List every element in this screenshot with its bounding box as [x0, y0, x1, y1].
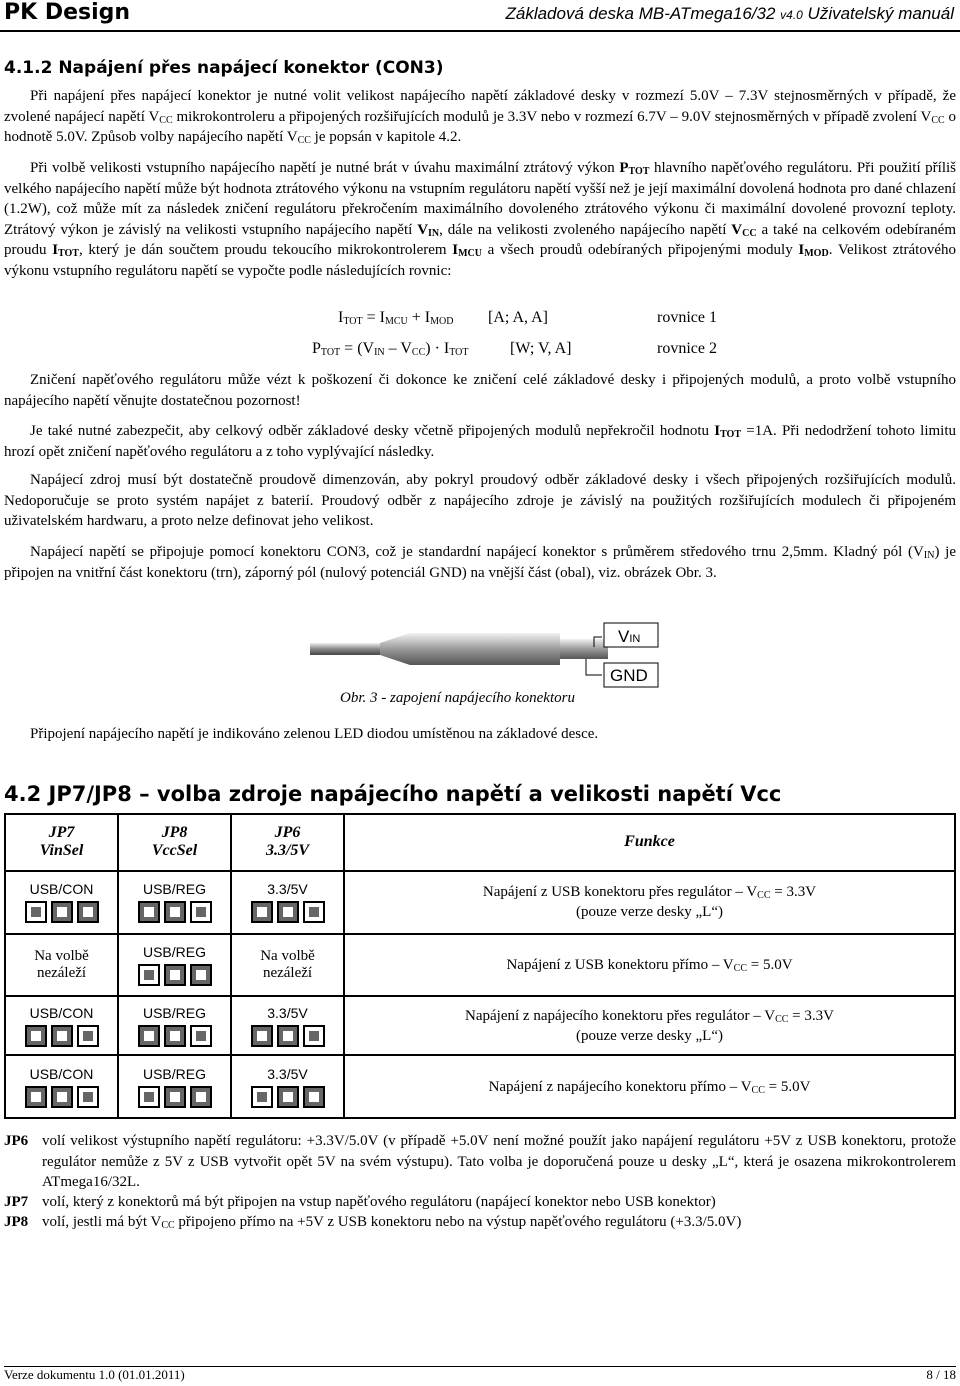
jumper-table: [4, 813, 956, 1119]
document-title: [505, 4, 954, 24]
text: , dále na velikosti zvoleného napájecího napětí: [439, 221, 732, 238]
jp7-text: volí, který z konektorů má být připojen na vstup napěťového regulátoru (napájecí konektor nebo USB konektor): [42, 1194, 716, 1210]
jumper-pin: [277, 1086, 299, 1108]
header-funkce: Funkce: [344, 814, 955, 871]
equation-2-label: rovnice 2: [657, 340, 717, 357]
text: P: [619, 160, 629, 176]
text: JP6: [274, 824, 301, 842]
pin-pad: [309, 907, 319, 917]
sub: TOT: [628, 166, 650, 177]
text: USB/CON: [29, 881, 94, 898]
jumper-pin: [25, 1025, 47, 1047]
jumper-pin: [251, 1025, 273, 1047]
pin-pad: [57, 907, 67, 917]
jp8-key: JP8: [4, 1214, 29, 1230]
sub: CC: [733, 962, 747, 974]
paragraph-power-supply: Napájecí zdroj musí být dostatečně proudově dimenzován, aby pokryl proudový odběr základové desky i všech připojených rozšiřujících modulů. Nedoporučuje se proto systém napájet z baterií. Proudový odběr z napájecího zdroje je závislý na použitých rozšiřujících modulech či připojeném uživatelském hardwaru, a proto nelze definovat jeho velikost.: [4, 472, 956, 529]
jumper-pin: [138, 964, 160, 986]
jumper-pin: [190, 901, 212, 923]
equation-2-formula: $P_{TOT} = (V_{IN} - V_{CC}) \cdot I_{TOT}$: [312, 340, 469, 358]
jumper-pins: [136, 901, 214, 923]
sub: CC: [751, 1084, 765, 1096]
pin-pad: [31, 907, 41, 917]
pin-pad: [196, 907, 206, 917]
cell-jp8: [118, 934, 231, 997]
symbol: [52, 242, 79, 258]
jumper-pins: [23, 1086, 101, 1108]
text: JP7: [48, 824, 75, 842]
jumper-pins: [249, 901, 327, 923]
pin-pad: [196, 1031, 206, 1041]
cell-jp8: [118, 996, 231, 1055]
gnd-leader: [586, 659, 602, 675]
text: USB/REG: [142, 943, 206, 960]
cell-jp7: [5, 1055, 118, 1118]
pin-pad: [57, 1092, 67, 1102]
jumper-pin: [251, 901, 273, 923]
jp6-text: volí velikost výstupního napětí regulátoru: +3.3V/5.0V (v případě +5.0V není možné použít jako napájení regulátoru +5V z USB konektoru, protože regulátor nemůže z 5V z USB vytvořit opět 5V na svém výstupu). Tato volba je doporučená pouze u desky „L“, která je osazena mikrokontrolerem ATmega16/32L.: [42, 1133, 956, 1190]
figure-caption: Obr. 3 - zapojení napájecího konektoru: [340, 690, 575, 706]
pin-pad: [144, 1031, 154, 1041]
sub: CC: [931, 114, 945, 126]
text: = 5.0V: [764, 1078, 811, 1095]
symbol: [731, 222, 756, 238]
text: nezáleží: [262, 964, 313, 981]
text: o hodnotě 5.0V. Způsob volby napájecího napětí V: [4, 108, 957, 145]
pin-pad: [196, 970, 206, 980]
jumper-pin: [190, 1086, 212, 1108]
jumper-pin: [138, 901, 160, 923]
text: Při volbě velikosti vstupního napájecího napětí je nutné brát v úvahu maximální ztrátový výkon: [30, 160, 620, 176]
jumper-pin: [164, 964, 186, 986]
jumper-pin: [77, 1086, 99, 1108]
symbol: [714, 423, 741, 439]
cell-jp7: [5, 996, 118, 1055]
jumper-pin: [303, 1025, 325, 1047]
sub: TOT: [58, 248, 79, 259]
cell-jp6: [231, 996, 344, 1055]
brand-logo: PK Design: [4, 0, 131, 25]
text: USB/REG: [142, 881, 206, 898]
symbol: [417, 222, 439, 238]
page-footer: [4, 1366, 956, 1383]
text: , který je dán součtem proudu tekoucího mikrokontrolerem: [78, 242, 453, 258]
text: USB/REG: [142, 1065, 206, 1082]
text: Napájení z napájecího konektoru přímo – V: [488, 1078, 752, 1095]
text: připojeno přímo na +5V z USB konektoru nebo na výstup napěťového regulátoru (+3.3/5.0V): [174, 1214, 742, 1230]
jumper-pin: [277, 1025, 299, 1047]
text: 3.3/5V: [267, 1065, 308, 1082]
text: Je také nutné zabezpečit, aby celkový odběr základové desky včetně připojených modulů nepřekročil hodnotu: [30, 423, 715, 439]
sub: CC: [742, 227, 757, 239]
text: je popsán v kapitole 4.2.: [310, 129, 462, 145]
pin-pad: [83, 1031, 93, 1041]
document-title-tail: Uživatelský manuál: [802, 4, 954, 23]
pin-pad: [283, 907, 293, 917]
gnd-label: GND: [610, 666, 648, 685]
text: I: [452, 242, 459, 258]
jumper-pin: [25, 901, 47, 923]
document-version: v4.0: [780, 8, 803, 22]
pin-pad: [283, 1031, 293, 1041]
jumper-pin: [190, 964, 212, 986]
cell-jp7: [5, 934, 118, 997]
jp6-key: JP6: [4, 1133, 29, 1149]
paragraph-current-limit: [4, 421, 956, 462]
pin-pad: [170, 970, 180, 980]
cell-funkce: [344, 996, 955, 1055]
sub: CC: [775, 1013, 789, 1025]
text: (pouze verze desky „L“): [576, 904, 723, 921]
cell-funkce: [344, 1055, 955, 1118]
jumper-pins: [136, 1086, 214, 1108]
sub: CC: [159, 114, 173, 126]
paragraph-connector: [4, 542, 956, 583]
pin-pad: [144, 1092, 154, 1102]
text: ) je připojen na vnitřní část konektoru (trn), záporný pól (nulový potenciál GND) na vnější část (obal), viz. obrázek Obr. 3.: [4, 544, 956, 581]
symbol: [798, 242, 828, 258]
cell-funkce: [344, 934, 955, 997]
paragraph-power-dissipation: [4, 158, 956, 281]
equation-1-formula: $I_{TOT} = I_{MCU} + I_{MOD}$: [338, 309, 454, 327]
jumper-pin: [277, 901, 299, 923]
text: nezáleží: [36, 964, 87, 981]
jp7-key: JP7: [4, 1194, 29, 1210]
document-title-main: Základová deska MB-ATmega16/32: [505, 4, 781, 23]
plug-tip: [560, 639, 608, 659]
jumper-pins: [23, 901, 101, 923]
jp7-description: [4, 1192, 956, 1213]
text: Napájení z USB konektoru přímo – V: [506, 956, 734, 973]
cell-jp6: [231, 934, 344, 997]
jumper-pin: [77, 901, 99, 923]
text: hlavního napěťového regulátoru. Při použití příliš velkého napájecího napětí může být hodnota ztrátového výkonu na vstupním regulátoru napětí vyšší než je její maximální dovolená hodnota pro dané chlazení (1.2W), což může mít za následek zničení regulátoru překročením maximálního dovoleného ztrátového výkonu či maximální dovolené provozní teploty. Ztrátový výkon je závislý na velikosti vstupního napájecího napětí: [4, 160, 957, 238]
jumper-pin: [303, 1086, 325, 1108]
cell-jp8: [118, 871, 231, 934]
sub: TOT: [720, 429, 741, 440]
pin-pad: [31, 1031, 41, 1041]
text: =1A. Při nedodržení tohoto limitu hrozí opět zničení napěťového regulátoru a z toho vyplývající následky.: [4, 423, 956, 460]
jp6-description: [4, 1131, 956, 1193]
text: VinSel: [39, 842, 84, 860]
text: 3.3/5V: [267, 881, 308, 898]
text: . Velikost ztrátového výkonu vstupního regulátoru napětí se vypočte podle následujících rovnic:: [4, 242, 957, 279]
page-number: 8 / 18: [926, 1367, 956, 1382]
jumper-pin: [251, 1086, 273, 1108]
plug-tail: [380, 633, 410, 665]
text: USB/REG: [142, 1004, 206, 1021]
jumper-pin: [190, 1025, 212, 1047]
text: USB/CON: [29, 1004, 94, 1021]
text: JP8: [161, 824, 188, 842]
paragraph-led: Připojení napájecího napětí je indikováno zelenou LED diodou umístěnou na základové desce.: [30, 726, 599, 742]
jumper-pin: [51, 1025, 73, 1047]
text: Na volbě: [34, 947, 89, 964]
equation-1-label: rovnice 1: [657, 309, 717, 326]
pin-pad: [257, 907, 267, 917]
table-row: [5, 996, 955, 1055]
jumper-pin: [25, 1086, 47, 1108]
pin-pad: [257, 1092, 267, 1102]
pin-pad: [144, 970, 154, 980]
header-jp7: [5, 814, 118, 871]
pin-pad: [83, 907, 93, 917]
pin-pad: [309, 1031, 319, 1041]
cell-jp7: [5, 871, 118, 934]
cell-jp6: [231, 871, 344, 934]
text: 3.3/5V: [265, 842, 310, 860]
power-connector-figure: [310, 613, 670, 693]
equation-1: [338, 309, 453, 327]
equation-2: [312, 340, 469, 358]
text: I: [798, 242, 805, 258]
paragraph-voltage-range: [4, 86, 956, 148]
jumper-pin: [77, 1025, 99, 1047]
table-row: [5, 1055, 955, 1118]
jumper-pins: [136, 1025, 214, 1047]
table-row: [5, 871, 955, 934]
text: = 3.3V: [770, 884, 817, 901]
table-row: [5, 934, 955, 997]
jumper-pins: [249, 1086, 327, 1108]
jumper-pin: [51, 1086, 73, 1108]
jumper-pin: [303, 901, 325, 923]
sub: CC: [161, 1220, 175, 1231]
pin-pad: [83, 1092, 93, 1102]
header-jp6: [231, 814, 344, 871]
pin-pad: [170, 1031, 180, 1041]
sub: MCU: [458, 248, 482, 259]
pin-pad: [57, 1031, 67, 1041]
text: mikrokontroleru a připojených rozšiřujících modulů je 3.3V nebo v rozmezí 6.7V – 9.0V stejnosměrných v případě zvolení V: [172, 108, 932, 125]
cell-jp8: [118, 1055, 231, 1118]
jumper-pin: [51, 901, 73, 923]
text: I: [714, 423, 721, 439]
text: a také na celkovém odebíraném proudu: [4, 221, 956, 258]
text: = 5.0V: [747, 956, 793, 973]
vin-label-text: V: [618, 627, 630, 646]
text: volí, jestli má být V: [42, 1214, 162, 1230]
text: (pouze verze desky „L“): [576, 1027, 723, 1044]
text: I: [52, 242, 59, 258]
text: V: [417, 221, 429, 238]
jumper-pin: [164, 1025, 186, 1047]
symbol: [452, 242, 482, 258]
equation-1-units: [A; A, A]: [488, 309, 548, 326]
section-heading-4-1-2: 4.1.2 Napájení přes napájecí konektor (CON3): [4, 58, 444, 78]
text: USB/CON: [29, 1065, 94, 1082]
text: Napájení z USB konektoru přes regulátor – V: [482, 884, 758, 901]
text: V: [731, 221, 743, 238]
sub: CC: [297, 135, 311, 146]
cell-funkce: [344, 871, 955, 934]
text: 3.3/5V: [267, 1004, 308, 1021]
sub: CC: [757, 890, 771, 902]
text: = 3.3V: [788, 1007, 834, 1024]
jumper-pin: [138, 1086, 160, 1108]
document-version-footer: Verze dokumentu 1.0 (01.01.2011): [4, 1367, 185, 1382]
pin-pad: [31, 1092, 41, 1102]
sub: IN: [923, 550, 935, 561]
pin-pad: [257, 1031, 267, 1041]
symbol: [619, 160, 649, 176]
text: Při napájení přes napájecí konektor je nutné volit velikost napájecího napětí základové desky v rozmezí 5.0V – 7.3V stejnosměrných v případě, že zvolené napájecí napětí V: [4, 88, 956, 125]
text: Napájení z napájecího konektoru přes regulátor – V: [465, 1007, 776, 1024]
equation-2-units: [W; V, A]: [510, 340, 572, 357]
jumper-pins: [249, 1025, 327, 1047]
pin-pad: [170, 907, 180, 917]
pin-pad: [170, 1092, 180, 1102]
text: Na volbě: [260, 947, 315, 964]
jp8-text: [42, 1212, 956, 1233]
jp8-description: [4, 1212, 956, 1233]
vin-label-sub: IN: [629, 633, 641, 645]
pin-pad: [283, 1092, 293, 1102]
pin-pad: [144, 907, 154, 917]
text: a všech proudů odebíraných připojenými moduly: [482, 242, 799, 258]
section-heading-4-2: 4.2 JP7/JP8 – volba zdroje napájecího napětí a velikosti napětí Vcc: [4, 782, 782, 806]
text: VccSel: [151, 842, 198, 860]
jumper-pin: [138, 1025, 160, 1047]
plug-body: [410, 633, 560, 665]
pin-pad: [196, 1092, 206, 1102]
cell-jp6: [231, 1055, 344, 1118]
jumper-table-header: [5, 814, 955, 871]
cable: [310, 643, 380, 655]
page-header: [0, 0, 960, 32]
jumper-pin: [164, 1086, 186, 1108]
pin-pad: [309, 1092, 319, 1102]
jumper-pin: [164, 901, 186, 923]
sub: IN: [428, 227, 440, 239]
jumper-pins: [23, 1025, 101, 1047]
paragraph-warning: Zničení napěťového regulátoru může vézt k poškození či dokonce ke zničení celé základové desky i připojených modulů, a proto volbě vstupního napájecího napětí věnujte dostatečnou pozornost!: [4, 372, 956, 409]
jumper-pins: [136, 964, 214, 986]
text: Napájecí napětí se připojuje pomocí konektoru CON3, což je standardní napájecí konektor s průměrem středového trnu 2,5mm. Kladný pól (V: [30, 544, 924, 560]
header-jp8: [118, 814, 231, 871]
sub: MOD: [804, 248, 829, 259]
